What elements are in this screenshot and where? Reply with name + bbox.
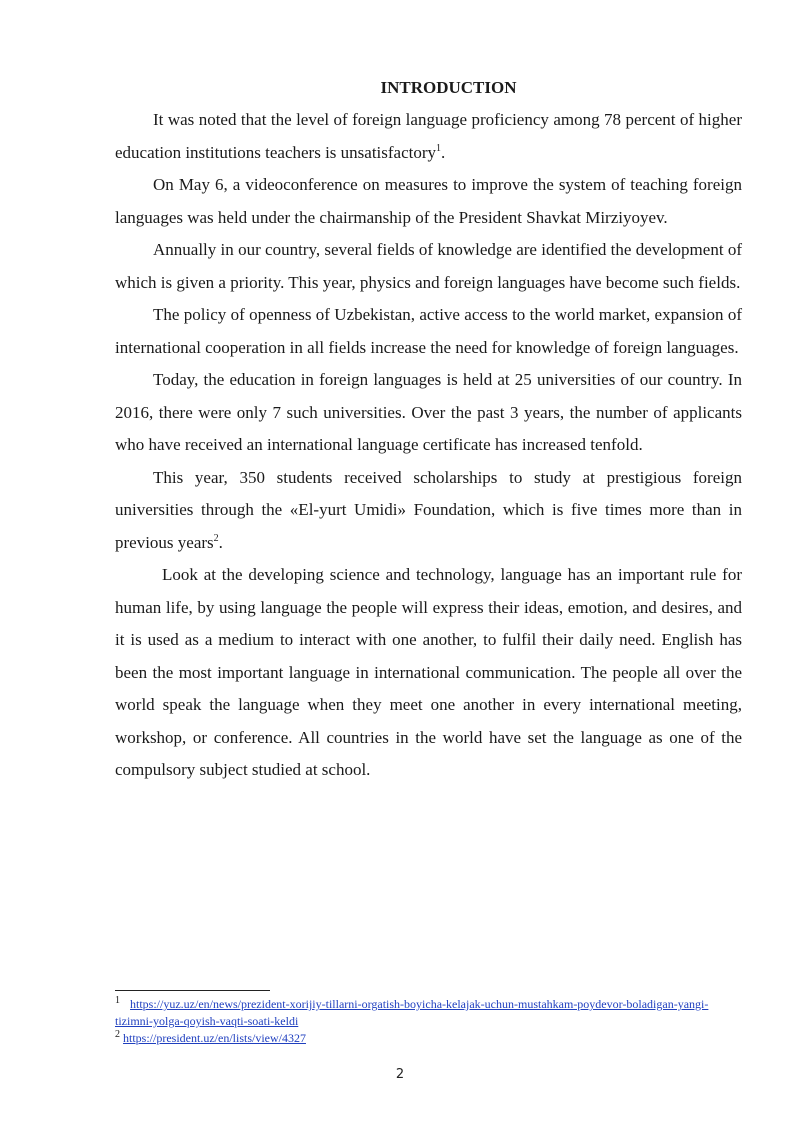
paragraph-4: The policy of openness of Uzbekistan, active access to the world market, expansion of international cooperation in all fields increase the need for knowledge of foreign languages. xyxy=(115,305,742,357)
footnote-ref-1[interactable]: 1 xyxy=(436,142,442,154)
paragraph-7: Look at the developing science and technology, language has an important rule for human life, by using language the people will express their ideas, emotion, and desires, and it is used as a medium to interact with one another, to fulfil their daily need. English has been the most important language in international communication. The people all over the world speak the language when they meet one another in every international meeting, workshop, or conference. All countries in the world have set the language as one of the compulsory subject studied at school. xyxy=(115,565,742,779)
paragraph-6: This year, 350 students received scholarships to study at prestigious foreign universities through the «El-yurt Umidi» Foundation, which is five times more than in previous years$^2$. xyxy=(115,467,742,552)
footnote-link-2[interactable]: https://president.uz/en/lists/view/4327 xyxy=(123,1031,306,1045)
footnote-2 xyxy=(115,1030,742,1047)
footnote-mark: 2 xyxy=(115,1029,120,1040)
footnotes xyxy=(115,996,742,1047)
footnote-separator xyxy=(115,990,270,991)
paragraph-2: On May 6, a videoconference on measures to improve the system of teaching foreign languages was held under the chairmanship of the President Shavkat Mirziyoyev. xyxy=(115,175,742,227)
paragraph-text: It was noted that the level of foreign language proficiency among 78 percent of higher education institutions teachers is unsatisfactory xyxy=(115,110,742,162)
paragraph-text: This year, 350 students received scholarships to study at prestigious foreign universities through the «El-yurt Umidi» Foundation, which is five times more than in previous years xyxy=(115,467,742,552)
paragraph-1: It was noted that the level of foreign language proficiency among 78 percent of higher education institutions teachers is unsatisfactory$^1$. xyxy=(115,110,742,162)
footnote-1 xyxy=(115,996,742,1030)
body-text xyxy=(115,72,742,787)
footnote-link-1[interactable]: https://yuz.uz/en/news/prezident-xorijiy-tillarni-orgatish-boyicha-kelajak-uchun-mustahkam-poydevor-boladigan-yangi-tizimni-yolga-qoyish-vaqti-soati-keldi xyxy=(115,997,709,1028)
paragraph-3: Annually in our country, several fields of knowledge are identified the development of which is given a priority. This year, physics and foreign languages have become such fields. xyxy=(115,240,742,292)
paragraph-5: Today, the education in foreign languages is held at 25 universities of our country. In 2016, there were only 7 such universities. Over the past 3 years, the number of applicants who have received an international language certificate has increased tenfold. xyxy=(115,370,742,454)
footnote-ref-2[interactable]: 2 xyxy=(213,532,219,544)
footnote-mark: 1 xyxy=(115,995,120,1006)
section-heading: INTRODUCTION xyxy=(380,78,517,97)
page-number: 2 xyxy=(395,1067,405,1082)
